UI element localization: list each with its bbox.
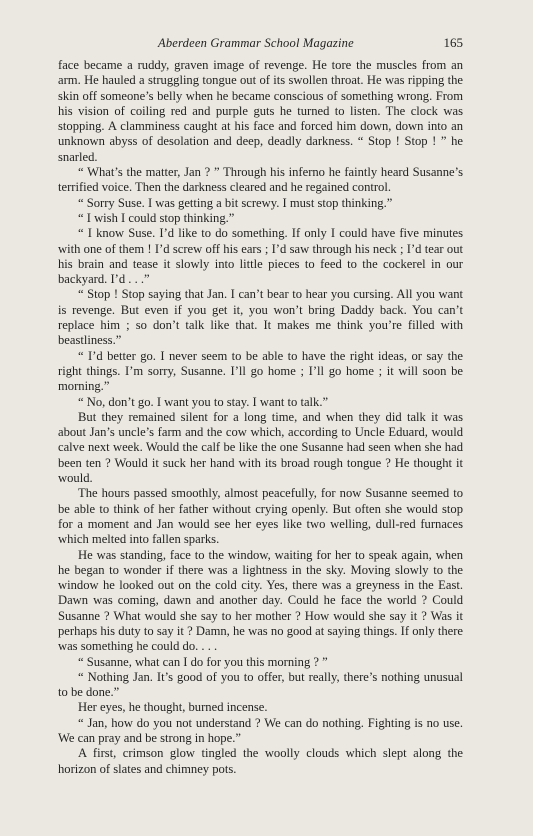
paragraph: The hours passed smoothly, almost peacefully, for now Susanne seemed to be able to think of her father without crying openly. But often she would stop for a moment and Jan would see her eyes like two welling, dull-red furnaces which melted into fallen sparks. <box>58 486 463 547</box>
paragraph: A first, crimson glow tingled the woolly clouds which slept along the horizon of slates and chimney pots. <box>58 746 463 776</box>
paragraph: face became a ruddy, graven image of revenge. He tore the muscles from an arm. He hauled a struggling tongue out of its swollen throat. He was ripping the skin off someone’s belly when he became conscious of something wrong. From his vision of coiling red and purple guts he turned to listen. The clock was stopping. A clamminess caught at his face and forced him down, down into an unknown abyss of desolation and deep, deadly darkness. “ Stop ! Stop ! ” he snarled. <box>58 58 463 164</box>
paragraph: “ I know Suse. I’d like to do something. If only I could have five minutes with one of them ! I’d screw off his ears ; I’d saw through his neck ; I’d tear out his brain and tease it slowly into little pieces to feed to the cockerel in our backyard. I’d . . .” <box>58 226 463 287</box>
paragraph: “ Jan, how do you not understand ? We can do nothing. Fighting is no use. We can pray and be strong in hope.” <box>58 715 463 746</box>
paragraph: “ Sorry Suse. I was getting a bit screwy. I must stop thinking.” <box>78 195 393 210</box>
paragraph: He was standing, face to the window, waiting for her to speak again, when he began to wonder if there was a lightness in the sky. Moving slowly to the window he looked out on the cold city. Yes, there was a greyness in the East. Dawn was coming, dawn and another day. Could he face the world ? Could Susanne ? What would she say to her mother ? How would she say it ? Was it perhaps his duty to say it ? Damn, he was no good at saying things. If only there was something he could do. . . . <box>58 547 463 654</box>
paragraph: “ No, don’t go. I want you to stay. I want to talk.” <box>78 394 329 409</box>
paragraph: “ I wish I could stop thinking.” <box>78 210 235 225</box>
paragraph: “ Nothing Jan. It’s good of you to offer, but really, there’s nothing unusual to be done.” <box>58 669 463 700</box>
running-header <box>58 36 463 56</box>
paragraph: “ Stop ! Stop saying that Jan. I can’t bear to hear you cursing. All you want is revenge. But even if you get it, you won’t bring Daddy back. You can’t replace him ; so don’t talk like that. It makes me think you’re filled with beastliness.” <box>58 287 463 348</box>
paragraph: “ What’s the matter, Jan ? ” Through his inferno he faintly heard Susanne’s terrified voice. Then the darkness cleared and he regained control. <box>58 165 463 195</box>
paragraph: But they remained silent for a long time, and when they did talk it was about Jan’s uncle’s farm and the cow which, according to Uncle Eduard, would calve next week. Would the calf be like the one Susanne had seen when she had been ten ? Would it suck her hand with its broad rough tongue ? He thought it would. <box>58 409 463 486</box>
story-text <box>58 58 463 777</box>
page-number: 165 <box>443 35 463 50</box>
paragraph: “ I’d better go. I never seem to be able to have the right ideas, or say the right things. I’m sorry, Susanne. I’ll go home ; I’ll go home ; it will soon be morning.” <box>58 348 463 394</box>
magazine-title: Aberdeen Grammar School Magazine <box>158 36 354 50</box>
paragraph: “ Susanne, what can I do for you this morning ? ” <box>78 654 328 669</box>
paragraph: Her eyes, he thought, burned incense. <box>78 700 268 715</box>
